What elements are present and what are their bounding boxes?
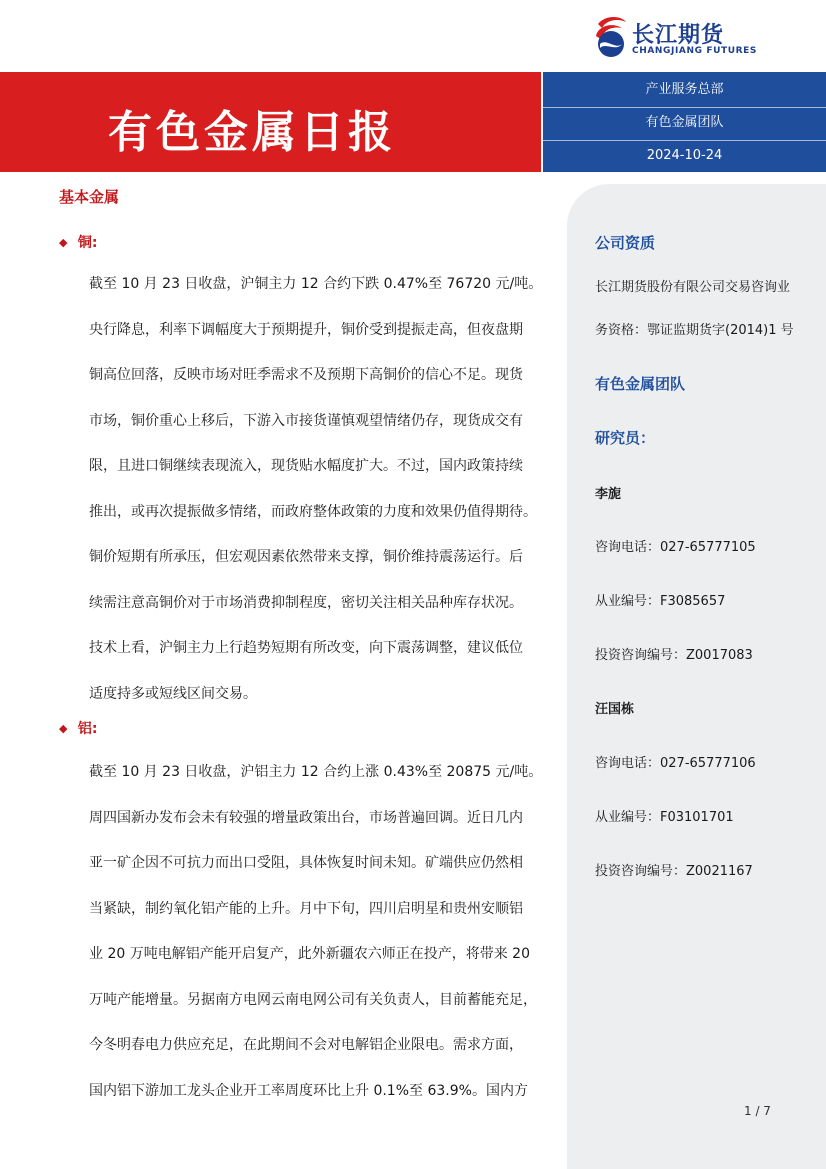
paragraph-line: 周四国新办发布会未有较强的增量政策出台，市场普遍回调。近日几内 [89,809,523,826]
report-title: 有色金属日报 [108,107,396,158]
company-qualification-heading: 公司资质 [595,234,656,252]
paragraph-line: 续需注意高铜价对于市场消费抑制程度，密切关注相关品种库存状况。 [89,594,523,611]
researcher-name: 汪国栋 [595,702,635,717]
paragraph-line: 铜价短期有所承压，但宏观因素依然带来支撑，铜价维持震荡运行。后 [89,549,523,565]
paragraph-line: 业 20 万吨电解铝产能开启复产，此外新疆农六师正在投产，将带来 20 [89,946,530,962]
paragraph-line: 央行降息，利率下调幅度大于预期提升，铜价受到提振走高，但夜盘期 [89,321,523,338]
paragraph-line: 当紧缺，制约氧化铝产能的上升。月中下旬，四川启明星和贵州安顺铝 [89,900,523,917]
paragraph-line: 技术上看，沪铜主力上行趋势短期有所改变，向下震荡调整，建议低位 [89,640,523,656]
logo-emblem-icon [592,14,630,60]
researcher-name: 李旎 [595,487,622,502]
sidebar-panel [567,184,826,1169]
diamond-bullet-icon: ◆ [59,236,68,249]
aluminum-title: 铝: [77,721,98,737]
header-team: 有色金属团队 [645,115,724,130]
paragraph-line: 限，且进口铜继续表现流入，现货贴水幅度扩大。不过，国内政策持续 [89,458,523,474]
paragraph-line: 铜高位回落，反映市场对旺季需求不及预期下高铜价的信心不足。现货 [89,367,523,383]
paragraph-line: 截至 10 月 23 日收盘，沪铝主力 12 合约上涨 0.43%至 20875 元/吨。 [89,764,543,780]
logo-text-en: CHANGJIANG FUTURES [632,46,758,56]
logo-text-cn: 长江期货 [632,23,725,48]
paragraph-line: 国内铝下游加工龙头企业开工率周度环比上升 0.1%至 63.9%。国内方 [89,1082,528,1099]
header-date: 2024-10-24 [646,148,723,163]
paragraph-line: 市场，铜价重心上移后，下游入市接货谨慎观望情绪仍存，现货成交有 [89,412,523,429]
section-heading: 基本金属 [59,188,120,206]
researcher-consult-id: 投资咨询编号：Z0017083 [595,648,753,663]
paragraph-line: 截至 10 月 23 日收盘，沪铜主力 12 合约下跌 0.47%至 76720 元/吨。 [89,276,543,292]
diamond-bullet-icon: ◆ [59,722,68,735]
researcher-heading: 研究员： [595,429,656,447]
header-info-band [543,72,826,172]
header-title-band [0,72,541,172]
researcher-license: 从业编号：F3085657 [595,594,726,609]
researcher-consult-id: 投资咨询编号：Z0021167 [595,864,753,879]
researcher-phone: 咨询电话：027-65777105 [595,540,756,555]
researcher-phone: 咨询电话：027-65777106 [595,756,756,771]
paragraph-line: 万吨产能增量。另据南方电网云南电网公司有关负责人，目前蓄能充足， [89,991,537,1008]
company-logo [592,14,762,62]
copper-heading [59,232,97,252]
aluminum-heading [59,718,97,738]
researcher-license: 从业编号：F03101701 [595,810,734,825]
company-qualification-line: 长江期货股份有限公司交易咨询业 [595,280,791,295]
paragraph-line: 推出，或再次提振做多情绪，而政府整体政策的力度和效果仍值得期待。 [89,503,537,520]
paragraph-line: 亚一矿企因不可抗力而出口受阻，具体恢复时间未知。矿端供应仍然相 [89,855,523,871]
copper-title: 铜: [77,235,98,251]
team-heading: 有色金属团队 [595,375,686,393]
header-dept: 产业服务总部 [645,82,724,97]
page-number: 1 / 7 [744,1104,771,1118]
company-qualification-line: 务资格：鄂证监期货字(2014)1 号 [595,323,794,338]
paragraph-line: 今冬明春电力供应充足，在此期间不会对电解铝企业限电。需求方面， [89,1037,523,1053]
paragraph-line: 适度持多或短线区间交易。 [89,685,257,702]
